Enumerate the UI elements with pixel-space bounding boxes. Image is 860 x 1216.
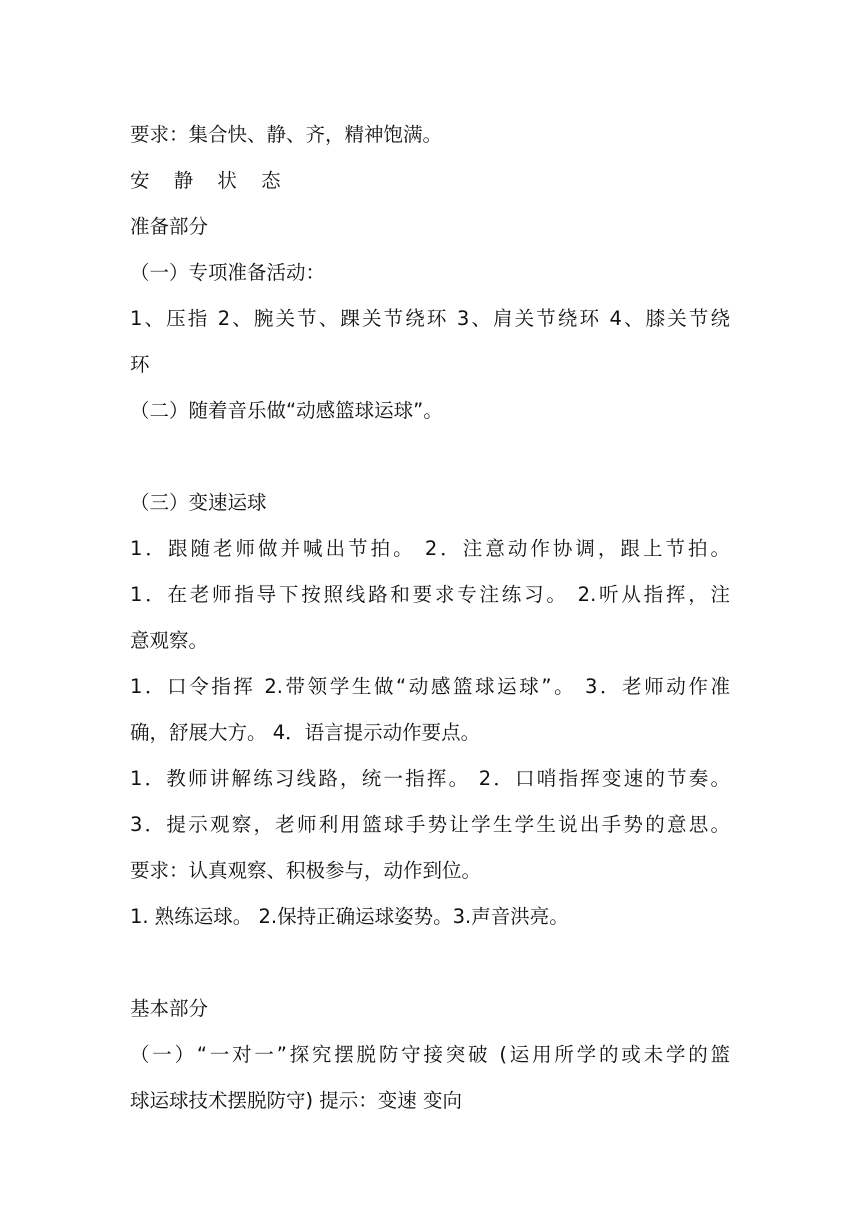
instruction-line-7: 3．提示观察，老师利用篮球手势让学生学生说出手势的意思。 [130,813,730,836]
subsection-heading-2: （二）随着音乐做“动感篮球运球”。 [130,399,443,422]
document-body [130,112,730,1124]
subsection-heading-1: （一）专项准备活动： [130,261,326,284]
instruction-line-6: 1．教师讲解练习线路，统一指挥。 2．口哨指挥变速的节奏。 [130,767,730,790]
requirement-detail-line: 1. 熟练运球。 2.保持正确运球姿势。3.声音洪亮。 [130,905,569,928]
instruction-line-1: 1．跟随老师做并喊出节拍。 2．注意动作协调，跟上节拍。 [130,537,730,560]
warmup-list-line-1: 1、压指 2、腕关节、踝关节绕环 3、肩关节绕环 4、膝关节绕 [130,307,730,330]
section-heading-preparation: 准备部分 [130,215,209,238]
blank-line [130,434,730,480]
instruction-line-5: 确，舒展大方。 4．语言提示动作要点。 [130,721,481,744]
basic-part-line-1: （一）“一对一”探究摆脱防守接突破 (运用所学的或未学的篮 [130,1043,730,1066]
instruction-line-4: 1．口令指挥 2.带领学生做“动感篮球运球”。 3．老师动作准 [130,675,730,698]
requirement-line-2: 要求：认真观察、积极参与，动作到位。 [130,859,482,882]
quiet-state-line: 安 静 状 态 [130,169,290,192]
requirement-line-1: 要求：集合快、静、齐，精神饱满。 [130,123,443,146]
instruction-line-2: 1．在老师指导下按照线路和要求专注练习。 2.听从指挥，注 [130,583,730,606]
blank-line [130,940,730,986]
basic-part-line-2: 球运球技术摆脱防守) 提示：变速 变向 [130,1089,463,1112]
section-heading-basic: 基本部分 [130,997,209,1020]
instruction-line-3: 意观察。 [130,629,209,652]
subsection-heading-3: （三）变速运球 [130,491,267,514]
warmup-list-line-2: 环 [130,353,150,376]
